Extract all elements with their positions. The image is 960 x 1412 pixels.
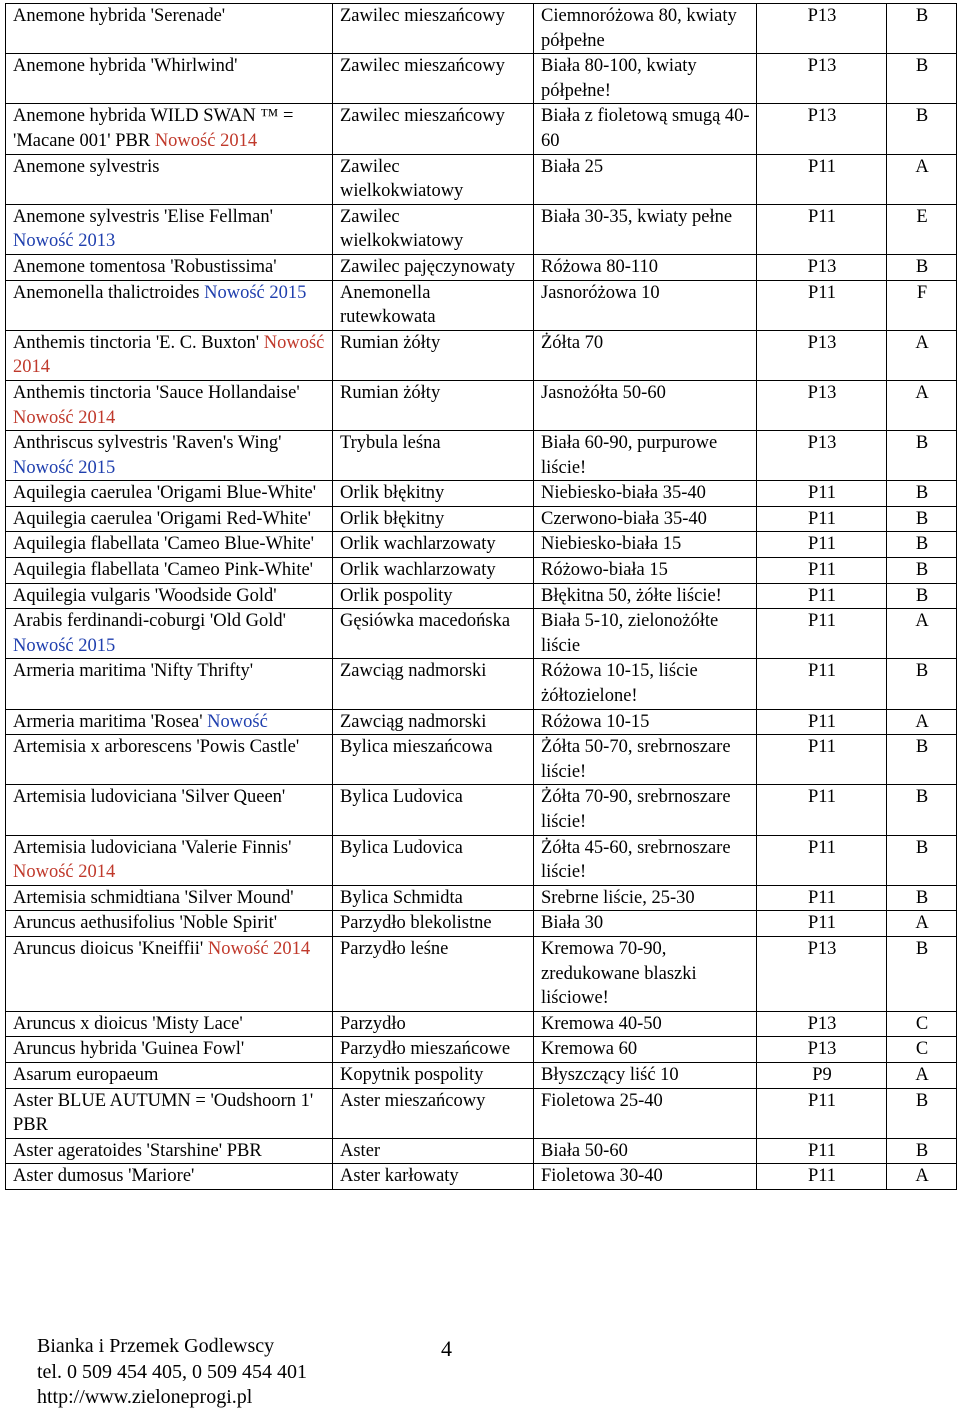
price-group-cell: B [887, 4, 957, 54]
polish-name-cell: Parzydło mieszańcowe [333, 1037, 534, 1063]
latin-name-cell: Asarum europaeum [6, 1062, 333, 1088]
price-group-cell: F [887, 280, 957, 330]
latin-name-cell: Anemone hybrida WILD SWAN ™ = 'Macane 001' PBR Nowość 2014 [6, 104, 333, 154]
price-group-cell: A [887, 911, 957, 937]
pot-code-cell: P11 [757, 835, 887, 885]
pot-code-cell: P13 [757, 1011, 887, 1037]
price-group-cell: E [887, 204, 957, 254]
latin-name-cell: Armeria maritima 'Nifty Thrifty' [6, 659, 333, 709]
latin-name-cell: Anemone hybrida 'Whirlwind' [6, 54, 333, 104]
table-row [6, 54, 957, 104]
polish-name-cell: Zawilec mieszańcowy [333, 54, 534, 104]
polish-name-cell: Zawilec mieszańcowy [333, 104, 534, 154]
latin-name-cell: Artemisia ludoviciana 'Valerie Finnis' Nowość 2014 [6, 835, 333, 885]
description-cell: Żółta 70 [534, 330, 757, 380]
pot-code-cell: P11 [757, 204, 887, 254]
latin-name-cell: Aquilegia vulgaris 'Woodside Gold' [6, 583, 333, 609]
latin-name-cell: Aster dumosus 'Mariore' [6, 1164, 333, 1190]
price-group-cell: A [887, 1164, 957, 1190]
price-group-cell: B [887, 583, 957, 609]
description-cell: Żółta 50-70, srebrnoszare liście! [534, 735, 757, 785]
description-cell: Jasnoróżowa 10 [534, 280, 757, 330]
new-badge: Nowość 2014 [13, 332, 325, 378]
table-row [6, 481, 957, 507]
latin-name-cell: Aruncus hybrida 'Guinea Fowl' [6, 1037, 333, 1063]
polish-name-cell: Aster mieszańcowy [333, 1088, 534, 1138]
pot-code-cell: P11 [757, 709, 887, 735]
pot-code-cell: P11 [757, 532, 887, 558]
polish-name-cell: Bylica mieszańcowa [333, 735, 534, 785]
pot-code-cell: P11 [757, 558, 887, 584]
description-cell: Fioletowa 25-40 [534, 1088, 757, 1138]
footer-names: Bianka i Przemek Godlewscy [37, 1335, 275, 1357]
description-cell: Biała 5-10, zielonożółte liście [534, 609, 757, 659]
footer-phone: tel. 0 509 454 405, 0 509 454 401 [37, 1360, 307, 1383]
pot-code-cell: P13 [757, 1037, 887, 1063]
pot-code-cell: P11 [757, 154, 887, 204]
pot-code-cell: P11 [757, 735, 887, 785]
pot-code-cell: P11 [757, 885, 887, 911]
plant-table [5, 3, 957, 1190]
pot-code-cell: P9 [757, 1062, 887, 1088]
polish-name-cell: Aster [333, 1138, 534, 1164]
polish-name-cell: Orlik błękitny [333, 481, 534, 507]
footer-website: http://www.zieloneprogi.pl [37, 1386, 253, 1408]
polish-name-cell: Bylica Ludovica [333, 785, 534, 835]
polish-name-cell: Parzydło [333, 1011, 534, 1037]
table-row [6, 659, 957, 709]
price-group-cell: B [887, 481, 957, 507]
latin-name-cell: Aruncus aethusifolius 'Noble Spirit' [6, 911, 333, 937]
price-group-cell: C [887, 1037, 957, 1063]
pot-code-cell: P11 [757, 659, 887, 709]
price-group-cell: A [887, 1062, 957, 1088]
latin-name-cell: Aster ageratoides 'Starshine' PBR [6, 1138, 333, 1164]
latin-name-cell: Arabis ferdinandi-coburgi 'Old Gold' Nowość 2015 [6, 609, 333, 659]
latin-name-cell: Artemisia x arborescens 'Powis Castle' [6, 735, 333, 785]
price-group-cell: B [887, 532, 957, 558]
latin-name-cell: Aruncus dioicus 'Kneiffii' Nowość 2014 [6, 936, 333, 1011]
pot-code-cell: P11 [757, 1088, 887, 1138]
price-group-cell: B [887, 254, 957, 280]
latin-name-cell: Anemonella thalictroides Nowość 2015 [6, 280, 333, 330]
polish-name-cell: Bylica Ludovica [333, 835, 534, 885]
table-row [6, 4, 957, 54]
price-group-cell: A [887, 330, 957, 380]
table-row [6, 330, 957, 380]
new-badge: Nowość [207, 711, 268, 732]
new-badge: Nowość 2015 [13, 457, 116, 478]
description-cell: Niebiesko-biała 15 [534, 532, 757, 558]
latin-name-cell: Anemone sylvestris 'Elise Fellman' Nowość 2013 [6, 204, 333, 254]
latin-name-cell: Aquilegia caerulea 'Origami Blue-White' [6, 481, 333, 507]
polish-name-cell: Orlik pospolity [333, 583, 534, 609]
pot-code-cell: P11 [757, 280, 887, 330]
pot-code-cell: P11 [757, 506, 887, 532]
latin-name-cell: Aster BLUE AUTUMN = 'Oudshoorn 1' PBR [6, 1088, 333, 1138]
latin-name-cell: Aquilegia flabellata 'Cameo Pink-White' [6, 558, 333, 584]
description-cell: Srebrne liście, 25-30 [534, 885, 757, 911]
polish-name-cell: Aster karłowaty [333, 1164, 534, 1190]
price-group-cell: B [887, 104, 957, 154]
polish-name-cell: Orlik wachlarzowaty [333, 532, 534, 558]
pot-code-cell: P11 [757, 785, 887, 835]
table-row [6, 936, 957, 1011]
latin-name-cell: Aquilegia caerulea 'Origami Red-White' [6, 506, 333, 532]
price-group-cell: B [887, 785, 957, 835]
description-cell: Różowa 10-15, liście żółtozielone! [534, 659, 757, 709]
polish-name-cell: Zawilec pajęczynowaty [333, 254, 534, 280]
description-cell: Kremowa 60 [534, 1037, 757, 1063]
table-row [6, 1062, 957, 1088]
description-cell: Biała 25 [534, 154, 757, 204]
new-badge: Nowość 2014 [154, 130, 258, 151]
polish-name-cell: Kopytnik pospolity [333, 1062, 534, 1088]
polish-name-cell: Zawilec wielkokwiatowy [333, 154, 534, 204]
table-row [6, 583, 957, 609]
latin-name-cell: Anemone sylvestris [6, 154, 333, 204]
description-cell: Biała 60-90, purpurowe liście! [534, 431, 757, 481]
new-badge: Nowość 2014 [207, 938, 311, 959]
latin-name-cell: Anthemis tinctoria 'Sauce Hollandaise' Nowość 2014 [6, 380, 333, 430]
table-row [6, 204, 957, 254]
polish-name-cell: Gęsiówka macedońska [333, 609, 534, 659]
latin-name-cell: Artemisia schmidtiana 'Silver Mound' [6, 885, 333, 911]
pot-code-cell: P11 [757, 481, 887, 507]
polish-name-cell: Orlik wachlarzowaty [333, 558, 534, 584]
polish-name-cell: Rumian żółty [333, 330, 534, 380]
latin-name-cell: Anthriscus sylvestris 'Raven's Wing' Nowość 2015 [6, 431, 333, 481]
price-group-cell: B [887, 735, 957, 785]
pot-code-cell: P13 [757, 380, 887, 430]
pot-code-cell: P13 [757, 54, 887, 104]
price-group-cell: A [887, 709, 957, 735]
polish-name-cell: Rumian żółty [333, 380, 534, 430]
polish-name-cell: Zawilec wielkokwiatowy [333, 204, 534, 254]
pot-code-cell: P11 [757, 911, 887, 937]
table-row [6, 1164, 957, 1190]
latin-name-cell: Anthemis tinctoria 'E. C. Buxton' Nowość 2014 [6, 330, 333, 380]
pot-code-cell: P13 [757, 254, 887, 280]
page-number: 4 [441, 1336, 452, 1361]
price-group-cell: B [887, 885, 957, 911]
contact-footer [37, 1334, 307, 1411]
price-group-cell: C [887, 1011, 957, 1037]
table-row [6, 154, 957, 204]
new-badge: Nowość 2014 [13, 407, 116, 428]
pot-code-cell: P13 [757, 431, 887, 481]
description-cell: Błękitna 50, żółte liście! [534, 583, 757, 609]
price-group-cell: A [887, 609, 957, 659]
table-row [6, 1088, 957, 1138]
polish-name-cell: Parzydło leśne [333, 936, 534, 1011]
table-row [6, 1011, 957, 1037]
price-group-cell: A [887, 380, 957, 430]
table-row [6, 506, 957, 532]
description-cell: Błyszczący liść 10 [534, 1062, 757, 1088]
polish-name-cell: Trybula leśna [333, 431, 534, 481]
new-badge: Nowość 2013 [13, 231, 116, 252]
price-group-cell: B [887, 431, 957, 481]
table-row [6, 609, 957, 659]
description-cell: Fioletowa 30-40 [534, 1164, 757, 1190]
table-row [6, 911, 957, 937]
polish-name-cell: Orlik błękitny [333, 506, 534, 532]
description-cell: Ciemnoróżowa 80, kwiaty półpełne [534, 4, 757, 54]
latin-name-cell: Artemisia ludoviciana 'Silver Queen' [6, 785, 333, 835]
description-cell: Żółta 45-60, srebrnoszare liście! [534, 835, 757, 885]
table-row [6, 532, 957, 558]
description-cell: Jasnożółta 50-60 [534, 380, 757, 430]
new-badge: Nowość 2014 [13, 862, 116, 883]
table-row [6, 558, 957, 584]
price-group-cell: B [887, 936, 957, 1011]
description-cell: Żółta 70-90, srebrnoszare liście! [534, 785, 757, 835]
table-row [6, 885, 957, 911]
description-cell: Kremowa 70-90, zredukowane blaszki liściowe! [534, 936, 757, 1011]
polish-name-cell: Zawciąg nadmorski [333, 659, 534, 709]
table-row [6, 280, 957, 330]
polish-name-cell: Anemonella rutewkowata [333, 280, 534, 330]
latin-name-cell: Aquilegia flabellata 'Cameo Blue-White' [6, 532, 333, 558]
description-cell: Biała 80-100, kwiaty półpełne! [534, 54, 757, 104]
description-cell: Biała 50-60 [534, 1138, 757, 1164]
description-cell: Kremowa 40-50 [534, 1011, 757, 1037]
description-cell: Niebiesko-biała 35-40 [534, 481, 757, 507]
latin-name-cell: Anemone hybrida 'Serenade' [6, 4, 333, 54]
table-row [6, 835, 957, 885]
latin-name-cell: Armeria maritima 'Rosea' Nowość [6, 709, 333, 735]
description-cell: Różowa 80-110 [534, 254, 757, 280]
polish-name-cell: Zawciąg nadmorski [333, 709, 534, 735]
description-cell: Czerwono-biała 35-40 [534, 506, 757, 532]
price-group-cell: B [887, 54, 957, 104]
description-cell: Biała 30 [534, 911, 757, 937]
pot-code-cell: P13 [757, 4, 887, 54]
table-row [6, 380, 957, 430]
price-group-cell: A [887, 154, 957, 204]
pot-code-cell: P13 [757, 936, 887, 1011]
table-row [6, 254, 957, 280]
price-group-cell: B [887, 1138, 957, 1164]
description-cell: Biała z fioletową smugą 40-60 [534, 104, 757, 154]
new-badge: Nowość 2015 [204, 282, 307, 303]
pot-code-cell: P11 [757, 609, 887, 659]
pot-code-cell: P13 [757, 104, 887, 154]
polish-name-cell: Parzydło blekolistne [333, 911, 534, 937]
table-row [6, 785, 957, 835]
price-group-cell: B [887, 506, 957, 532]
description-cell: Różowo-biała 15 [534, 558, 757, 584]
table-row [6, 709, 957, 735]
table-row [6, 104, 957, 154]
pot-code-cell: P11 [757, 1138, 887, 1164]
latin-name-cell: Anemone tomentosa 'Robustissima' [6, 254, 333, 280]
table-row [6, 431, 957, 481]
pot-code-cell: P13 [757, 330, 887, 380]
price-group-cell: B [887, 835, 957, 885]
description-cell: Biała 30-35, kwiaty pełne [534, 204, 757, 254]
price-group-cell: B [887, 659, 957, 709]
latin-name-cell: Aruncus x dioicus 'Misty Lace' [6, 1011, 333, 1037]
description-cell: Różowa 10-15 [534, 709, 757, 735]
polish-name-cell: Bylica Schmidta [333, 885, 534, 911]
pot-code-cell: P11 [757, 1164, 887, 1190]
new-badge: Nowość 2015 [13, 635, 116, 656]
polish-name-cell: Zawilec mieszańcowy [333, 4, 534, 54]
price-group-cell: B [887, 558, 957, 584]
table-row [6, 735, 957, 785]
table-row [6, 1138, 957, 1164]
price-group-cell: B [887, 1088, 957, 1138]
table-row [6, 1037, 957, 1063]
plant-table-body [6, 4, 957, 1190]
pot-code-cell: P11 [757, 583, 887, 609]
